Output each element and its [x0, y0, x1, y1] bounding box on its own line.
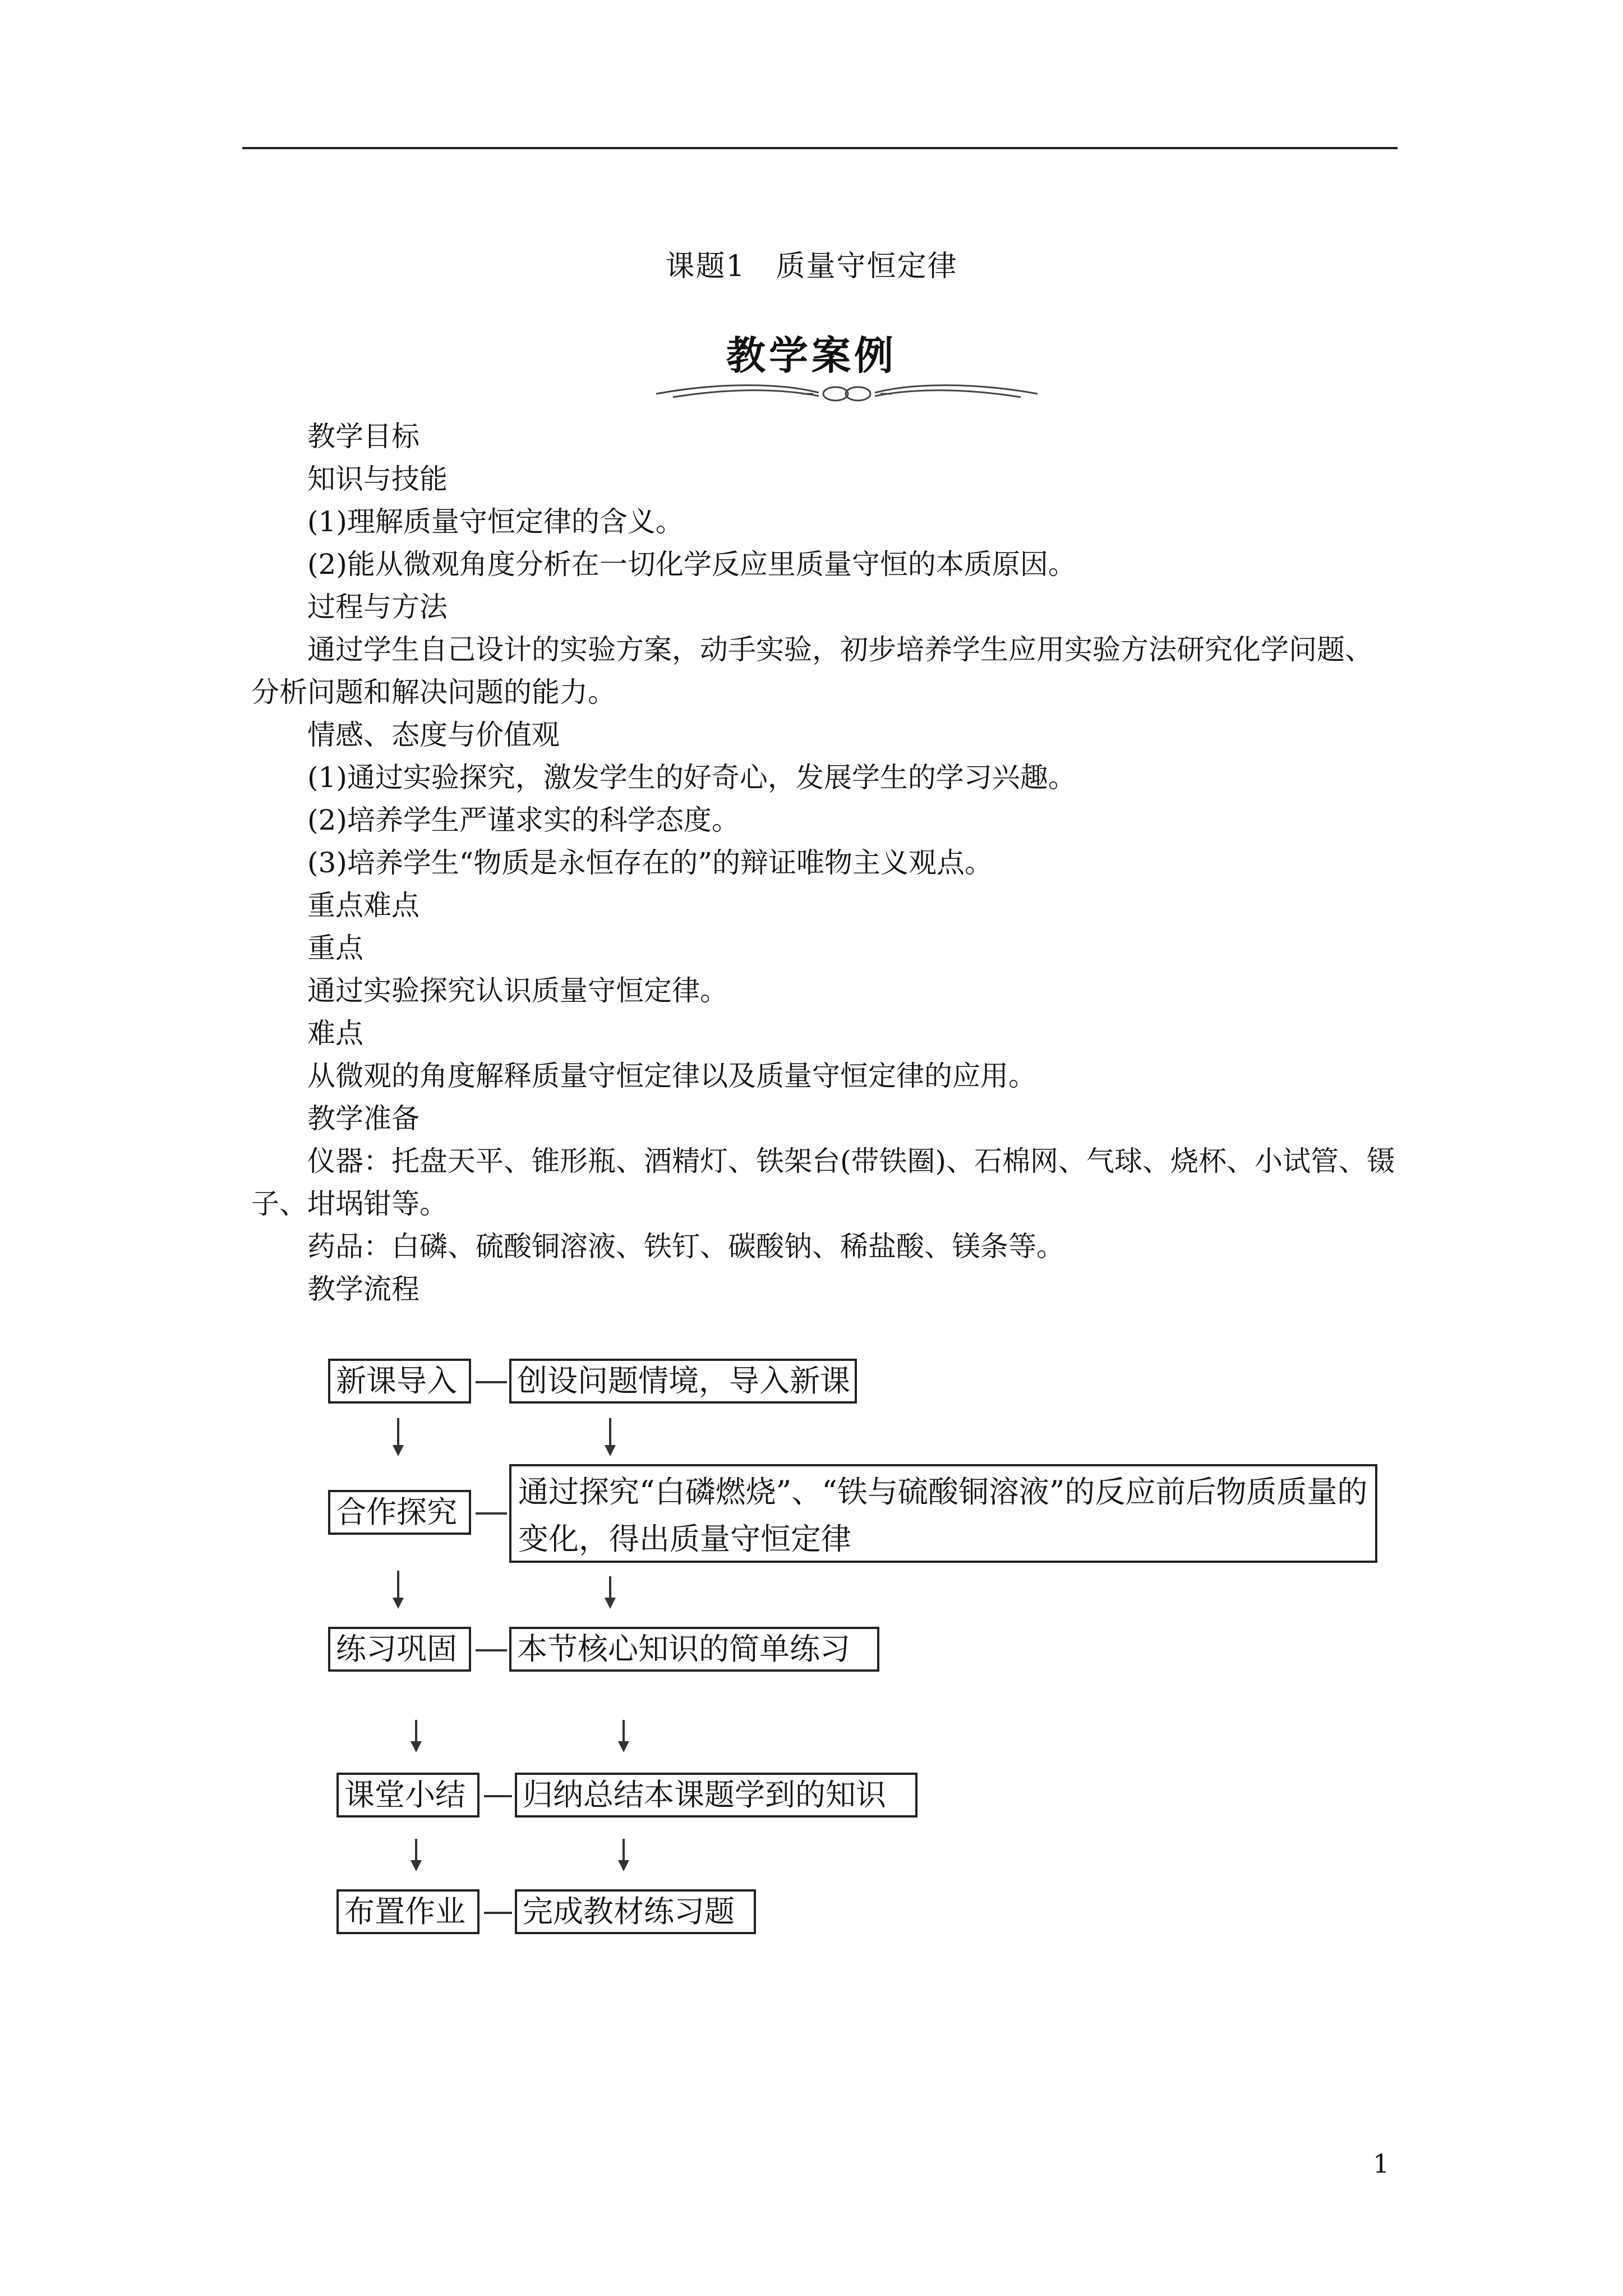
goal-item: (1)理解质量守恒定律的含义。 — [307, 505, 684, 538]
goal-item: (1)通过实验探究，激发学生的好奇心，发展学生的学习兴趣。 — [307, 761, 1076, 794]
arrow-down-icon — [623, 1720, 625, 1750]
flow-connector — [476, 1649, 507, 1651]
goal-item: (3)培养学生“物质是永恒存在的”的辩证唯物主义观点。 — [307, 846, 993, 879]
heading-preparation: 教学准备 — [307, 1102, 419, 1135]
paragraph-instruments: 仪器：托盘天平、锥形瓶、酒精灯、铁架台(带铁圈)、石棉网、气球、烧杯、小试管、镊子、坩埚钳等。 — [251, 1145, 1395, 1220]
heading-key-difficult: 重点难点 — [307, 889, 419, 922]
heading-attitude-values: 情感、态度与价值观 — [307, 719, 560, 751]
flow-detail-box: 完成教材练习题 — [515, 1889, 756, 1934]
page-number: 1 — [1373, 2148, 1390, 2179]
flow-stage-box: 课堂小结 — [336, 1773, 479, 1818]
goal-item: (2)培养学生严谨求实的科学态度。 — [307, 804, 740, 836]
heading-difficulty: 难点 — [307, 1017, 363, 1050]
heading-teaching-goals: 教学目标 — [307, 420, 419, 453]
paragraph: 通过学生自己设计的实验方案，动手实验，初步培养学生应用实验方法研究化学问题、分析问题和解决问题的能力。 — [251, 633, 1373, 708]
flow-stage-box: 合作探究 — [328, 1490, 471, 1535]
section-banner: 教学案例 — [726, 333, 897, 379]
arrow-down-icon — [609, 1576, 611, 1607]
paragraph: 从微观的角度解释质量守恒定律以及质量守恒定律的应用。 — [307, 1060, 1036, 1092]
lesson-body — [251, 415, 1398, 1310]
flow-connector — [476, 1512, 507, 1515]
arrow-down-icon — [623, 1839, 625, 1869]
flow-stage-box: 新课导入 — [328, 1359, 471, 1404]
arrow-down-icon — [609, 1418, 611, 1454]
flow-connector — [476, 1381, 507, 1383]
flow-stage-box: 布置作业 — [336, 1889, 479, 1934]
lesson-title: 课题1 质量守恒定律 — [665, 250, 958, 283]
paragraph: 通过实验探究认识质量守恒定律。 — [307, 974, 728, 1007]
arrow-down-icon — [415, 1720, 417, 1750]
flow-connector — [484, 1795, 512, 1797]
flow-connector — [484, 1912, 512, 1914]
heading-teaching-flow: 教学流程 — [307, 1273, 419, 1305]
arrow-down-icon — [415, 1839, 417, 1869]
heading-knowledge-skills: 知识与技能 — [307, 463, 448, 495]
paragraph-reagents: 药品：白磷、硫酸铜溶液、铁钉、碳酸钠、稀盐酸、镁条等。 — [307, 1230, 1064, 1263]
flow-detail-box: 创设问题情境，导入新课 — [509, 1359, 857, 1404]
arrow-down-icon — [397, 1571, 399, 1607]
flow-stage-box: 练习巩固 — [328, 1627, 471, 1672]
arrow-down-icon — [397, 1418, 399, 1454]
flow-detail-box: 归纳总结本课题学到的知识 — [515, 1773, 917, 1818]
ornament-divider-icon — [651, 377, 1043, 408]
heading-key-point: 重点 — [307, 932, 363, 964]
flow-detail-box: 本节核心知识的简单练习 — [509, 1627, 879, 1672]
goal-item: (2)能从微观角度分析在一切化学反应里质量守恒的本质原因。 — [307, 548, 1076, 581]
heading-process-method: 过程与方法 — [307, 591, 448, 623]
header-rule — [242, 147, 1398, 149]
flow-detail-box: 通过探究“白磷燃烧”、“铁与硫酸铜溶液”的反应前后物质质量的变化，得出质量守恒定律 — [509, 1464, 1377, 1563]
